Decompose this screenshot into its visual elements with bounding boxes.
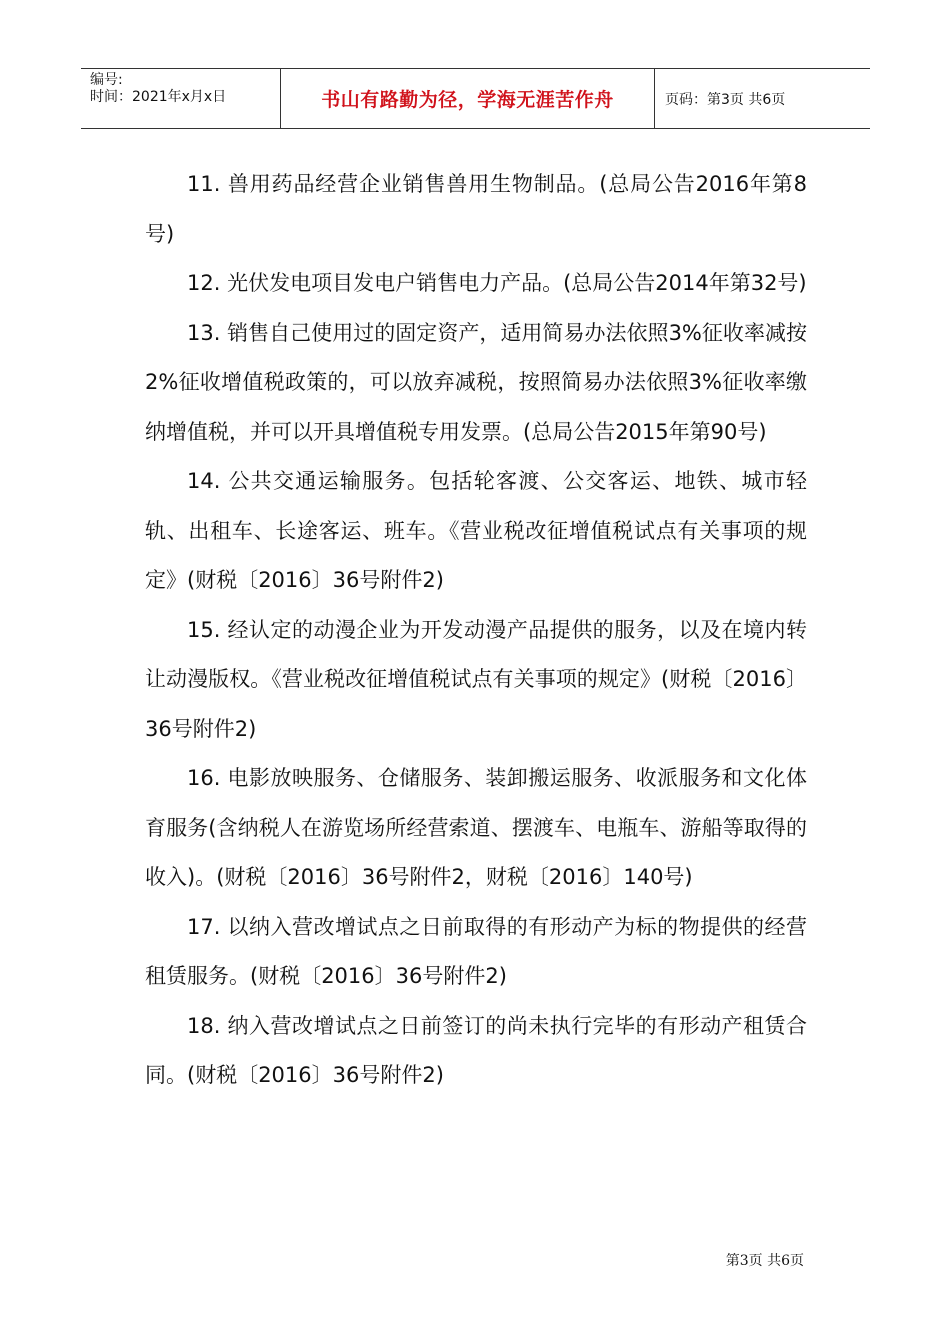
document-body <box>145 160 807 1101</box>
header-page-cell <box>655 69 870 128</box>
page-header <box>81 68 870 129</box>
serial-number-label: 编号: <box>90 72 123 88</box>
header-meta-cell <box>81 69 281 128</box>
paragraph-item-14: 14. 公共交通运输服务。包括轮客渡、公交客运、地铁、城市轻轨、出租车、长途客运、班车。《营业税改征增值税试点有关事项的规定》(财税〔2016〕36号附件2) <box>145 469 807 592</box>
paragraph-item-17: 17. 以纳入营改增试点之日前取得的有形动产为标的物提供的经营租赁服务。(财税〔2016〕36号附件2) <box>145 914 807 988</box>
footer-page-number: 第3页 共6页 <box>725 1253 804 1269</box>
header-motto-cell <box>281 69 655 128</box>
paragraph-item-12: 12. 光伏发电项目发电户销售电力产品。(总局公告2014年第32号) <box>187 271 807 295</box>
paragraph-item-13: 13. 销售自己使用过的固定资产，适用简易办法依照3%征收率减按2%征收增值税政策的，可以放弃减税，按照简易办法依照3%征收率缴纳增值税，并可以开具增值税专用发票。(总局公告2015年第90号) <box>145 320 807 444</box>
header-page-number: 页码：第3页 共6页 <box>665 91 786 108</box>
date-line: 时间：2021年x月x日 <box>90 89 227 105</box>
paragraph-item-16: 16. 电影放映服务、仓储服务、装卸搬运服务、收派服务和文化体育服务(含纳税人在游览场所经营索道、摆渡车、电瓶车、游船等取得的收入)。(财税〔2016〕36号附件2，财税〔2016〕140号) <box>145 766 807 889</box>
paragraph-item-11: 11. 兽用药品经营企业销售兽用生物制品。(总局公告2016年第8号) <box>145 172 807 246</box>
paragraph-item-18: 18. 纳入营改增试点之日前签订的尚未执行完毕的有形动产租赁合同。(财税〔2016〕36号附件2) <box>145 1013 807 1087</box>
header-motto: 书山有路勤为径，学海无涯苦作舟 <box>321 89 614 111</box>
paragraph-item-15: 15. 经认定的动漫企业为开发动漫产品提供的服务，以及在境内转让动漫版权。《营业税改征增值税试点有关事项的规定》(财税〔2016〕36号附件2) <box>145 617 807 741</box>
